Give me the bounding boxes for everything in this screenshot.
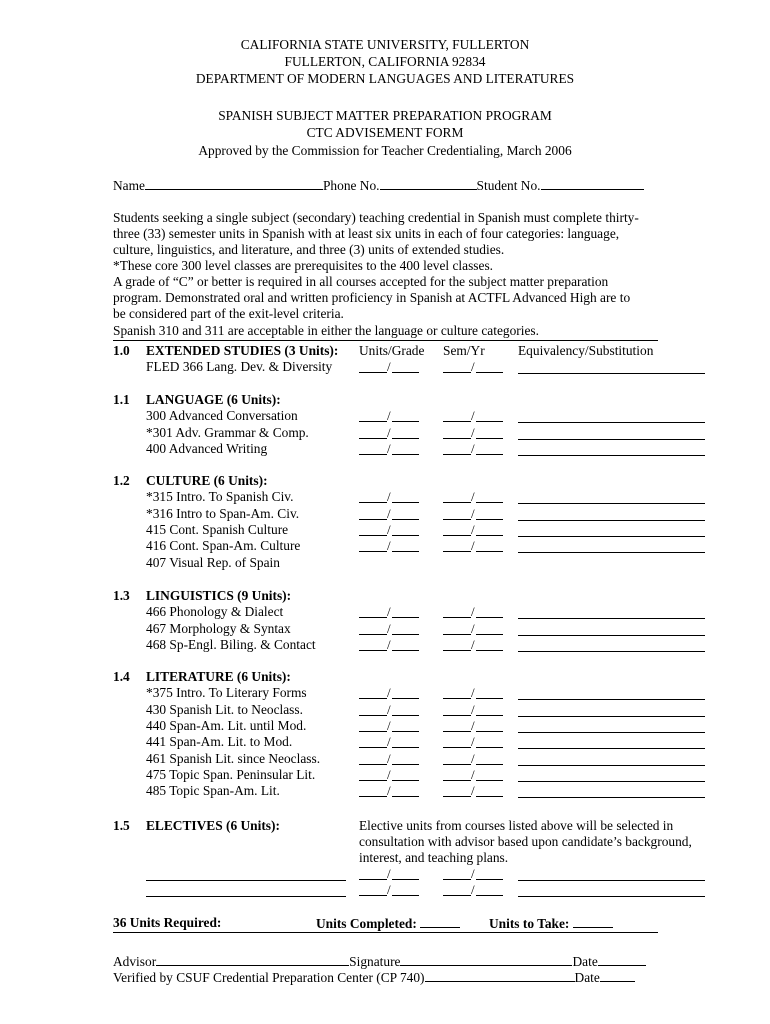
grade-slot[interactable]: / bbox=[359, 735, 419, 748]
equivalency-field[interactable] bbox=[518, 716, 705, 717]
name-label: Name bbox=[113, 178, 145, 193]
units-to-take-label: Units to Take: bbox=[489, 916, 570, 931]
grade-slot[interactable]: / bbox=[359, 507, 419, 520]
section-title: LANGUAGE (6 Units): bbox=[146, 392, 281, 407]
section-number: 1.4 bbox=[113, 669, 130, 684]
department-name: DEPARTMENT OF MODERN LANGUAGES AND LITERATURES bbox=[195, 71, 575, 86]
course-name: FLED 366 Lang. Dev. & Diversity bbox=[146, 359, 333, 375]
equivalency-field[interactable] bbox=[518, 699, 705, 700]
intro-line: Spanish 310 and 311 are acceptable in either the language or culture categories. bbox=[113, 323, 539, 338]
section-title: EXTENDED STUDIES (3 Units): bbox=[146, 343, 339, 358]
equivalency-field[interactable] bbox=[518, 635, 705, 636]
course-name: 467 Morphology & Syntax bbox=[146, 620, 291, 636]
grade-slot[interactable]: / bbox=[359, 605, 419, 618]
units-completed-row bbox=[316, 915, 460, 932]
grade-slot[interactable]: / bbox=[359, 490, 419, 503]
equivalency-field[interactable] bbox=[518, 373, 705, 374]
section-title: LITERATURE (6 Units): bbox=[146, 669, 291, 684]
date-label: Date bbox=[572, 954, 598, 969]
sem-yr-header: Sem/Yr bbox=[443, 343, 485, 358]
units-to-take-field[interactable] bbox=[573, 915, 613, 928]
advisor-label: Advisor bbox=[113, 954, 157, 969]
equivalency-field[interactable] bbox=[518, 880, 705, 881]
course-name: 468 Sp-Engl. Biling. & Contact bbox=[146, 636, 316, 652]
sem-yr-slot[interactable]: / bbox=[443, 360, 503, 373]
grade-slot[interactable]: / bbox=[359, 686, 419, 699]
grade-slot[interactable]: / bbox=[359, 752, 419, 765]
grade-slot[interactable]: / bbox=[359, 523, 419, 536]
intro-line: culture, linguistics, and literature, and three (3) units of extended studies. bbox=[113, 242, 505, 257]
date-field[interactable] bbox=[598, 953, 646, 966]
elective-course-field[interactable] bbox=[146, 880, 346, 881]
divider bbox=[113, 932, 658, 933]
units-to-take-row bbox=[489, 915, 613, 932]
form-title: CTC ADVISEMENT FORM bbox=[306, 125, 464, 140]
approval-note: Approved by the Commission for Teacher Credentialing, March 2006 bbox=[198, 143, 572, 158]
course-name: 441 Span-Am. Lit. to Mod. bbox=[146, 734, 293, 750]
sem-yr-slot[interactable]: / bbox=[443, 638, 503, 651]
signature-field[interactable] bbox=[400, 953, 572, 966]
course-name: 440 Span-Am. Lit. until Mod. bbox=[146, 717, 307, 733]
divider bbox=[113, 340, 658, 341]
name-field[interactable] bbox=[145, 177, 323, 190]
intro-line: A grade of “C” or better is required in all courses accepted for the subject matter preparation bbox=[113, 274, 609, 289]
sem-yr-slot[interactable]: / bbox=[443, 442, 503, 455]
course-name: 300 Advanced Conversation bbox=[146, 408, 298, 424]
course-name: 430 Spanish Lit. to Neoclass. bbox=[146, 701, 303, 717]
program-title: SPANISH SUBJECT MATTER PREPARATION PROGRAM bbox=[218, 108, 552, 123]
grade-slot[interactable]: / bbox=[359, 622, 419, 635]
units-completed-label: Units Completed: bbox=[316, 916, 417, 931]
equivalency-field[interactable] bbox=[518, 781, 705, 782]
grade-slot[interactable]: / bbox=[359, 426, 419, 439]
course-name: *375 Intro. To Literary Forms bbox=[146, 685, 307, 701]
advisor-row bbox=[113, 953, 646, 970]
units-required-label: 36 Units Required: bbox=[113, 915, 222, 930]
course-name: 400 Advanced Writing bbox=[146, 440, 268, 456]
grade-slot[interactable]: / bbox=[359, 409, 419, 422]
equivalency-field[interactable] bbox=[518, 552, 705, 553]
grade-slot[interactable]: / bbox=[359, 784, 419, 797]
verified-field[interactable] bbox=[425, 969, 575, 982]
sem-yr-slot[interactable]: / bbox=[443, 605, 503, 618]
section-number: 1.5 bbox=[113, 818, 130, 833]
phone-field[interactable] bbox=[380, 177, 477, 190]
course-name: 416 Cont. Span-Am. Culture bbox=[146, 538, 301, 554]
grade-slot[interactable]: / bbox=[359, 768, 419, 781]
student-number-field[interactable] bbox=[541, 177, 644, 190]
equivalency-field[interactable] bbox=[518, 732, 705, 733]
intro-line: be considered part of the exit-level criteria. bbox=[113, 306, 344, 321]
course-name: *301 Adv. Grammar & Comp. bbox=[146, 424, 309, 440]
verified-row bbox=[113, 969, 635, 986]
equivalency-field[interactable] bbox=[518, 797, 705, 798]
course-name: *316 Intro to Span-Am. Civ. bbox=[146, 505, 300, 521]
equivalency-field[interactable] bbox=[518, 503, 705, 504]
grade-slot[interactable]: / bbox=[359, 638, 419, 651]
equivalency-field[interactable] bbox=[518, 536, 705, 537]
sem-yr-slot[interactable]: / bbox=[443, 883, 503, 896]
units-grade-header: Units/Grade bbox=[359, 343, 425, 358]
units-completed-field[interactable] bbox=[420, 915, 460, 928]
sem-yr-slot[interactable]: / bbox=[443, 507, 503, 520]
sem-yr-slot[interactable]: / bbox=[443, 539, 503, 552]
course-name: 415 Cont. Spanish Culture bbox=[146, 521, 289, 537]
sem-yr-slot[interactable]: / bbox=[443, 784, 503, 797]
course-name: 485 Topic Span-Am. Lit. bbox=[146, 783, 280, 799]
sem-yr-slot[interactable]: / bbox=[443, 867, 503, 880]
sem-yr-slot[interactable]: / bbox=[443, 523, 503, 536]
grade-slot[interactable]: / bbox=[359, 867, 419, 880]
grade-slot[interactable]: / bbox=[359, 883, 419, 896]
intro-line: three (33) semester units in Spanish with at least six units in each of four categories: language, bbox=[113, 226, 620, 241]
grade-slot[interactable]: / bbox=[359, 442, 419, 455]
equivalency-field[interactable] bbox=[518, 651, 705, 652]
sem-yr-slot[interactable]: / bbox=[443, 768, 503, 781]
sem-yr-slot[interactable]: / bbox=[443, 686, 503, 699]
sem-yr-slot[interactable]: / bbox=[443, 719, 503, 732]
section-number: 1.2 bbox=[113, 473, 130, 488]
student-info-row bbox=[113, 177, 644, 194]
equivalency-field[interactable] bbox=[518, 765, 705, 766]
course-name: 475 Topic Span. Peninsular Lit. bbox=[146, 766, 316, 782]
equivalency-field[interactable] bbox=[518, 618, 705, 619]
elective-course-field[interactable] bbox=[146, 896, 346, 897]
course-name: 466 Phonology & Dialect bbox=[146, 604, 284, 620]
course-name: 461 Spanish Lit. since Neoclass. bbox=[146, 750, 321, 766]
sem-yr-slot[interactable]: / bbox=[443, 490, 503, 503]
date-label: Date bbox=[574, 970, 600, 985]
section-title: LINGUISTICS (9 Units): bbox=[146, 588, 292, 603]
section-title: CULTURE (6 Units): bbox=[146, 473, 268, 488]
equivalency-header: Equivalency/Substitution bbox=[518, 343, 654, 358]
grade-slot[interactable]: / bbox=[359, 539, 419, 552]
student-number-label: Student No. bbox=[476, 178, 541, 193]
section-title: ELECTIVES (6 Units): bbox=[146, 818, 280, 833]
sem-yr-slot[interactable]: / bbox=[443, 409, 503, 422]
university-address: FULLERTON, CALIFORNIA 92834 bbox=[284, 54, 486, 69]
equivalency-field[interactable] bbox=[518, 455, 705, 456]
electives-note: Elective units from courses listed above will be selected in bbox=[359, 818, 674, 833]
section-number: 1.3 bbox=[113, 588, 130, 603]
verified-label: Verified by CSUF Credential Preparation Center (CP 740) bbox=[113, 970, 425, 985]
grade-slot[interactable]: / bbox=[359, 719, 419, 732]
intro-line: *These core 300 level classes are prerequisites to the 400 level classes. bbox=[113, 258, 494, 273]
sem-yr-slot[interactable]: / bbox=[443, 622, 503, 635]
equivalency-field[interactable] bbox=[518, 896, 705, 897]
electives-note: consultation with advisor based upon candidate’s background, bbox=[359, 834, 692, 849]
intro-line: program. Demonstrated oral and written proficiency in Spanish at ACTFL Advanced High are to bbox=[113, 290, 631, 305]
electives-note: interest, and teaching plans. bbox=[359, 850, 509, 865]
sem-yr-slot[interactable]: / bbox=[443, 752, 503, 765]
date-field[interactable] bbox=[600, 969, 635, 982]
grade-slot[interactable]: / bbox=[359, 703, 419, 716]
signature-label: Signature bbox=[349, 954, 401, 969]
section-number: 1.1 bbox=[113, 392, 130, 407]
course-name: 407 Visual Rep. of Spain bbox=[146, 554, 280, 570]
sem-yr-slot[interactable]: / bbox=[443, 426, 503, 439]
equivalency-field[interactable] bbox=[518, 520, 705, 521]
phone-label: Phone No. bbox=[322, 178, 380, 193]
sem-yr-slot[interactable]: / bbox=[443, 735, 503, 748]
advisor-field[interactable] bbox=[156, 953, 349, 966]
equivalency-field[interactable] bbox=[518, 748, 705, 749]
equivalency-field[interactable] bbox=[518, 422, 705, 423]
course-name: *315 Intro. To Spanish Civ. bbox=[146, 489, 294, 505]
grade-slot[interactable]: / bbox=[359, 360, 419, 373]
intro-line: Students seeking a single subject (secondary) teaching credential in Spanish must complete thirty- bbox=[113, 210, 639, 225]
section-number: 1.0 bbox=[113, 343, 130, 358]
equivalency-field[interactable] bbox=[518, 439, 705, 440]
sem-yr-slot[interactable]: / bbox=[443, 703, 503, 716]
university-name: CALIFORNIA STATE UNIVERSITY, FULLERTON bbox=[240, 37, 530, 52]
